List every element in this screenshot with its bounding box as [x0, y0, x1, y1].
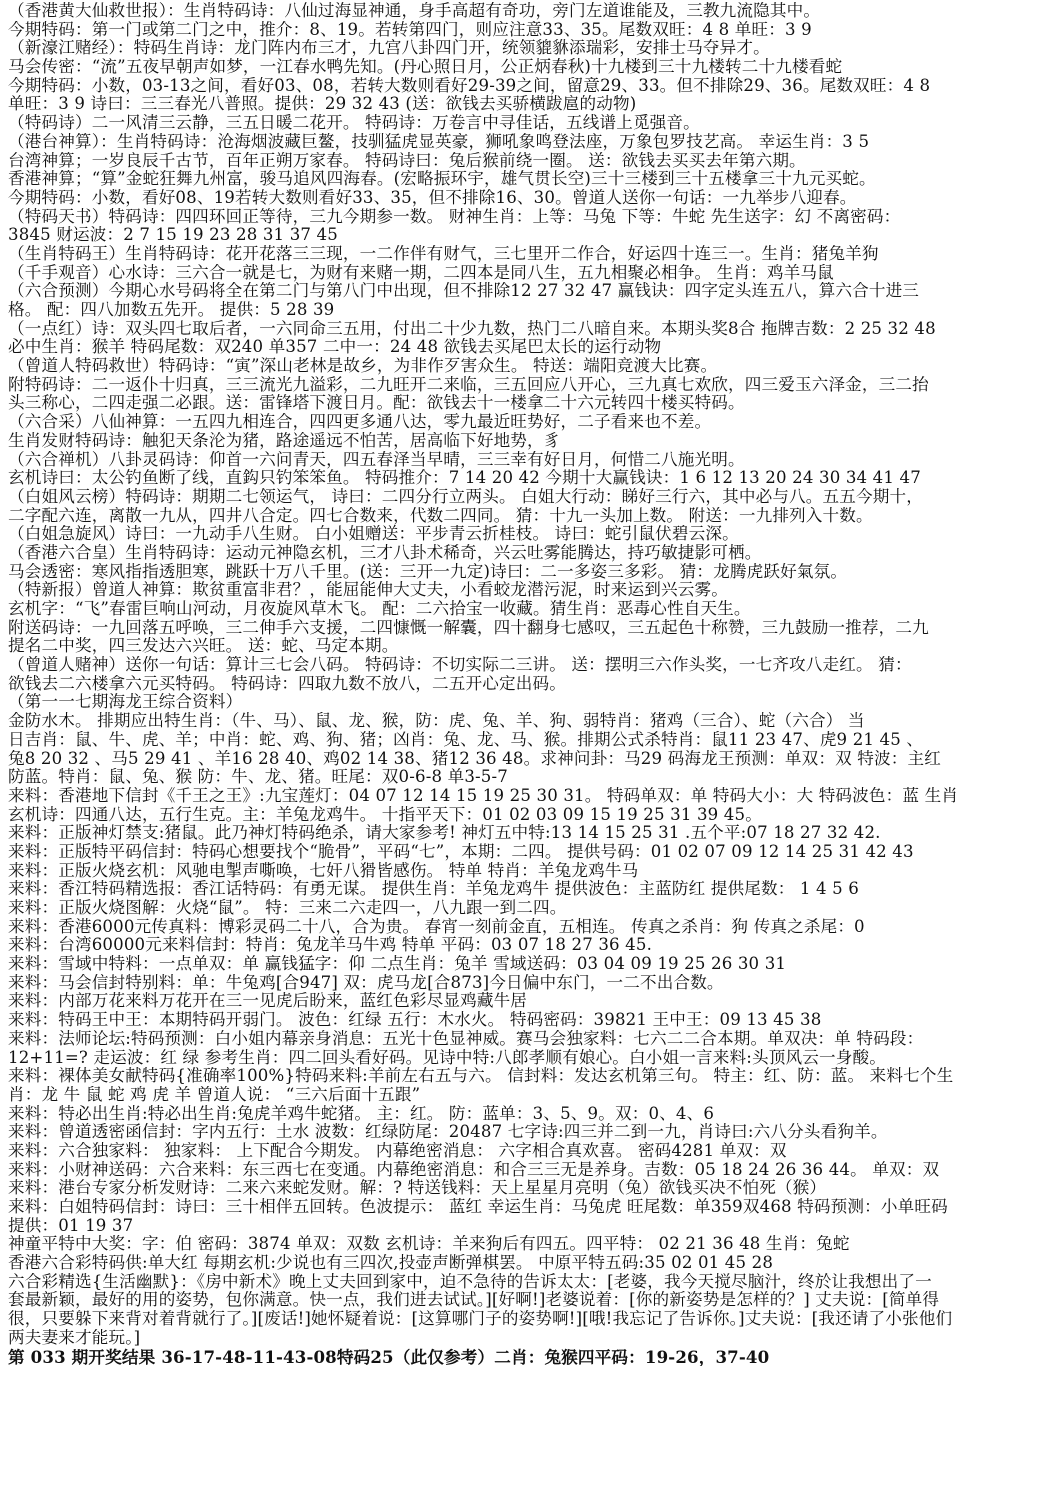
text-line: （六合预测）今期心水号码将全在第二门与第八门中出现，但不排除12 27 32 47 赢钱诀：四字定头连五八，算六合十进三 — [8, 282, 920, 301]
text-line: 金防水木。 排期应出特生肖：（牛、马）、鼠、龙、猴，防：虎、兔、羊、狗、弱特肖：猪鸡（三合）、蛇（六合） 当 — [8, 712, 865, 731]
text-line: 套最新颖，最好的用的姿势，包你满意。快一点，我们进去试试。][好啊!]老婆说着：[你的新姿势是怎样的？] 丈夫说：[简单得 — [8, 1291, 940, 1310]
text-line: 来料：内部万花来料万花开在三一见虎后盼来，蓝红色彩尽显鸡藏牛居 — [8, 992, 528, 1011]
text-line: 来料：马会信封特别料：单：牛兔鸡[合947] 双：虎马龙[合873]今日偏中东门，一二不出合数。 — [8, 973, 724, 992]
text-line: 来料：香港地下信封《千王之王》:九宝莲灯：04 07 12 14 15 19 25 30 31。 特码单双：单 特码大小：大 特码波色：蓝 生肖 — [8, 786, 959, 805]
text-line: 来料：正版火烧图解：火烧“鼠”。 特：三来二六走四一，八九跟一到二四。 — [8, 899, 567, 917]
text-line: 两夫妻来才能玩。] — [8, 1328, 141, 1347]
text-line: 今期特码：第一门或第二门之中，推介：8、19。若转第四门，则应注意33、35。尾数双旺：4 8 单旺：3 9 — [8, 20, 812, 39]
text-line: 玄机字：“飞”春雷巨响山河动，月夜旋风草木飞。 配：二六拾宝一收藏。猜生肖：恶毒心性自天生。 — [8, 600, 751, 618]
text-line: 六合彩精选{生活幽默}：《房中新术》晚上丈夫回到家中，迫不急待的告诉太太：[老婆，我今天搅尽脑汁，终於让我想出了一 — [8, 1272, 932, 1291]
text-line: 提供：01 19 37 — [8, 1216, 134, 1235]
text-line: 神童平特中大奖：字：伯 密码：3874 单双：双数 玄机诗：羊来狗后有四五。四平特： 02 21 36 48 生肖：兔蛇 — [8, 1235, 850, 1254]
text-line: （生肖特码王）生肖特码诗：花开花落三三现，一二作伴有财气，三七里开二作合，好运四十连三一。生肖：猪兔羊狗 — [8, 244, 879, 263]
text-line: 来料：雪域中特料：一点单双：单 赢钱猛字：仰 二点生肖：兔羊 雪域送码：03 04 09 19 25 26 30 31 — [8, 955, 787, 974]
text-line: 来料：正版火烧玄机：风驰电掣声嘶唤，七奸八猾皆感伤。 特单 特肖：羊兔龙鸡牛马 — [8, 861, 639, 880]
text-line: 马会透密：寒风指指透胆寒，跳跃十万八千里。(送：三开一九定)诗曰：二一多姿三多彩。 猜：龙腾虎跃好氣氛。 — [8, 562, 848, 581]
text-line: 今期特码：小数，看好08、19若转大数则看好33、35，但不排除16、30。曾道人送你一句话：一九举步八迎春。 — [8, 188, 857, 207]
text-line: （六合禅机）八卦灵码诗：仰首一六问青天，四五春泽当早晴，三三幸有好日月，何惜二八施光明。 — [8, 450, 745, 469]
text-line: （特码诗）二一风清三云静，三五日暖二花开。 特码诗：万卷言中寻佳话，五线谱上觅强音。 — [8, 114, 700, 133]
text-line: 来料：曾道透密函信封：字内五行：土水 波数：红绿防尾：20487 七字诗:四三并二到一九，肖诗曰:六八分头看狗羊。 — [8, 1123, 888, 1142]
text-line: （白姐急旋风）诗曰：一九动手八生财。 白小姐赠送：平步青云折桂枝。 诗曰：蛇引鼠伏碧云深。 — [8, 525, 739, 544]
text-line: （一点红）诗：双头四七取后者，一六同命三五用，付出二十少九数，热门二八暗自来。本期头奖8合 拖牌吉数：2 25 32 48 — [8, 319, 936, 338]
text-line: （六合采）八仙神算：一五四九相连合，四四更多通八达，零九最近旺势好，二子看来也不差。 — [8, 413, 712, 432]
text-line: 肖：龙 牛 鼠 蛇 鸡 虎 羊 曾道人说： “三六后面十五跟” — [8, 1085, 421, 1104]
text-line: 格。 配：四八加数五先开。 提供：5 28 39 — [8, 301, 335, 319]
text-line: 二字配六连，离散一九从，四井八合定。四七合数来，代数二四同。 猜：十九一头加上数。 附送：一九排列入十数。 — [8, 506, 873, 525]
text-line: 马会传密：“流”五夜早朝声如梦，一江春水鸭先知。(丹心照日月，公正炳春秋)十九楼到三十九楼转二十九楼看蛇 — [8, 58, 843, 77]
text-line: 来料：正版神灯禁支:猪鼠。此乃神灯特码绝杀，请大家参考! 神灯五中特:13 14 15 25 31 .五个平:07 18 27 32 42. — [8, 824, 881, 843]
text-line: 来料：法师论坛:特码预测：白小姐内幕亲身消息：五光十色显神威。赛马会独家料：七六二二合本期。单双决：单 特码段： — [8, 1029, 924, 1048]
text-line: 来料：正版特平码信封：特码心想要找个“脆骨”，平码“七”，本期：二四。 提供号码：01 02 07 09 12 14 25 31 42 43 — [8, 842, 914, 861]
text-line: （港台神算）：生肖特码诗：沧海烟波藏巨鳌，技驯猛虎显英豪，狮吼象鸣登法座，万象包罗技艺高。 幸运生肖：3 5 — [8, 132, 870, 151]
text-line: 来料：港台专家分析发财诗：二来六来蛇发财。解：? 特送钱料：天上星星月亮明（兔）欲钱买决不怕死（猴） — [8, 1179, 827, 1198]
text-line: （特码天书）特码诗：四四环回正等待，三九今期参一数。 财神生肖：上等：马兔 下等：牛蛇 先生送字：幻 不离密码： — [8, 207, 901, 226]
text-line: 香港神算；“算”金蛇狂舞九州富，骏马追风四海春。(宏略振环宇，雄气贯长空)三十三楼到三十五楼拿三十九元买蛇。 — [8, 170, 876, 189]
text-line: 生肖发财特码诗：触犯天条沦为猪，路途遥远不怕苦，居高临下好地势，豸 — [8, 431, 561, 450]
text-line: 必中生肖：猴羊 特码尾数：双240 单357 二中一：24 48 欲钱去买尾巴太长的运行动物 — [8, 338, 662, 357]
text-line: 台湾神算；一岁良辰千古节，百年正朔万家春。 特码诗曰：兔后猴前绕一圈。 送：欲钱去买买去年第六期。 — [8, 151, 806, 170]
text-line: 来料：六合独家料： 独家料： 上下配合今期发。 内幕绝密消息： 六字相合真欢喜。 密码4281 单双：双 — [8, 1141, 787, 1160]
text-line: （特新报）曾道人神算：欺贫重富非君？，能屈能伸大丈夫，小看蛟龙潜污泥，时来运到兴云雾。 — [8, 581, 728, 600]
text-line: （白姐风云榜）特码诗：期期二七领运气， 诗曰：二四分行立两头。 白姐大行动：睇好三行六，其中必与八。五五今期十， — [8, 487, 924, 506]
text-line: 今期特码：小数，03-13之间，看好03、08，若转大数则看好29-39之间，留意29、33。但不排除29、36。尾数双旺：4 8 — [8, 76, 931, 95]
text-line: 来料：裸体美女献特码{准确率100%}特码来料:羊前左右五与六。 信封料：发达玄机第三句。 特主：红、防：蓝。 来料七个生 — [8, 1067, 954, 1086]
text-line: （第一一七期海龙王综合资料） — [8, 693, 243, 712]
text-line: 来料：特码王中王：本期特码开弱门。 波色：红绿 五行：木水火。 特码密码：39821 王中王：09 13 45 38 — [8, 1011, 822, 1030]
text-line: 来料：小财神送码：六合来料：东三西七在变通。内幕绝密消息：和合三三无是养身。吉数：05 18 24 26 36 44。 单双：双 — [8, 1160, 940, 1179]
text-line: 很，只要躲下来背对着背就行了。][废话!]她怀疑着说：[这算哪门子的姿势啊!][哦!我忘记了告诉你。]丈夫说：[我还请了小张他们 — [8, 1310, 953, 1329]
text-line: 兔8 20 32 、马5 29 41 、羊16 28 40、鸡02 14 38、猪12 36 48。求神问卦：马29 码海龙王预测：单双：双 特波：主红 — [8, 749, 941, 768]
text-line: 12+11=? 走运波：红 绿 参考生肖：四二回头看好码。见诗中特:八郎孝顺有娘心。白小姐一言来料:头顶风云一身酸。 — [8, 1048, 886, 1067]
text-line: （千手观音）心水诗：三六合一就是七，为财有来赌一期，二四本是同八生，五九相聚必相争。 生肖：鸡羊马鼠 — [8, 263, 834, 282]
draw-result-footer: 第 033 期开奖结果 36-17-48-11-43-08特码25（此仅参考）二肖：兔猴四平码：19-26，37-40 — [8, 1347, 770, 1367]
text-line: 玄机诗曰：太公钓鱼断了线，直鈎只钓笨笨鱼。 特码推介：7 14 20 42 今期十大赢钱诀：1 6 12 13 20 24 30 34 41 47 — [8, 469, 921, 488]
text-line: 来料：台湾60000元来料信封：特肖：兔龙羊马牛鸡 特单 平码：03 07 18 27 36 45. — [8, 936, 653, 955]
text-line: （香港黄大仙救世报）：生肖特码诗：八仙过海显神通，身手高超有奇功，旁门左道谁能及，三教九流隐其中。 — [8, 2, 821, 20]
text-line: 来料：白姐特码信封：诗曰：三十相伴五回转。色波提示： 蓝红 幸运生肖：马兔虎 旺尾数：单359双468 特码预测：小单旺码 — [8, 1198, 948, 1216]
text-line: （曾道人特码救世）特码诗：“寅”深山老林是故乡，为非作歹害众生。 特送：端阳竞渡大比赛。 — [8, 357, 718, 376]
text-line: 欲钱去二六楼拿六元买特码。 特码诗：四取九数不放八，二五开心定出码。 — [8, 674, 566, 693]
text-line: 3845 财运波：2 7 15 19 23 28 31 37 45 — [8, 226, 338, 245]
text-line: 来料：香港6000元传真料：博彩灵码二十八，合为贵。 春宵一刻前金直，五相连。 传真之杀肖：狗 传真之杀尾：0 — [8, 917, 865, 936]
text-line: 附特码诗：二一返仆十归真，三三流光九溢彩，二九旺开二来临，三五回应八开心，三九真七欢欣，四三爱玉六泽金，三二抬 — [8, 375, 929, 394]
text-line: （曾道人赌神）送你一句话：算计三七会八码。 特码诗：不切实际二三讲。 送：摆明三六作头奖，一七齐攻八走红。 猜： — [8, 656, 912, 675]
text-line: 防蓝。特肖：鼠、兔、猴 防：牛、龙、猪。旺尾：双0-6-8 单3-5-7 — [8, 768, 508, 787]
text-line: 玄机诗：四通八达，五行生克。主：羊兔龙鸡牛。 十指平天下：01 02 03 09 15 19 25 31 39 45。 — [8, 805, 762, 824]
text-line: 日吉肖：鼠、牛、虎、羊；中肖：蛇、鸡、狗、猪；凶肖：兔、龙、马、猴。排期公式杀特肖：鼠11 23 47、虎9 21 45 、 — [8, 730, 924, 749]
text-body — [8, 2, 1034, 1348]
text-line: 附送码诗：一九回落五呼唤，三二伸手六支援，二四慷慨一解囊，四十翻身七感叹，三五起色十称赞，三九鼓励一推荐，二九 — [8, 618, 929, 637]
text-line: 提名二中奖，四三发达六兴旺。 送：蛇、马定本期。 — [8, 637, 399, 656]
text-line: 头三称心，二四走强二必跟。送：雷锋塔下渡日月。配：欲钱去十一楼拿二十六元转四十楼买特码。 — [8, 394, 745, 413]
text-line: 单旺：3 9 诗曰：三三春光八普照。提供：29 32 43 (送：欲钱去买骄横跋扈的动物) — [8, 95, 637, 114]
text-line: （新濠江赌经）：特码生肖诗：龙门阵内布三才，九宫八卦四门开，统领貔貅添瑞彩，安排士马夺异才。 — [8, 39, 770, 58]
text-line: （香港六合皇）生肖特码诗：运动元神隐玄机，三才八卦术稀奇，兴云吐雾能腾达，持巧敏捷影可栖。 — [8, 543, 762, 562]
text-line: 来料：香江特码精选报：香江话特码：有勇无谋。 提供生肖：羊兔龙鸡牛 提供波色：主蓝防红 提供尾数： 1 4 5 6 — [8, 880, 860, 899]
text-line: 来料：特必出生肖:特必出生肖:兔虎羊鸡牛蛇猪。 主：红。 防：蓝单：3、5、9。双：0、4、6 — [8, 1104, 715, 1123]
text-line: 香港六合彩特码供:单大红 每期玄机:少说也有三四次,投壶声断弹棋罢。 中原平特五码:35 02 01 45 28 — [8, 1254, 774, 1273]
